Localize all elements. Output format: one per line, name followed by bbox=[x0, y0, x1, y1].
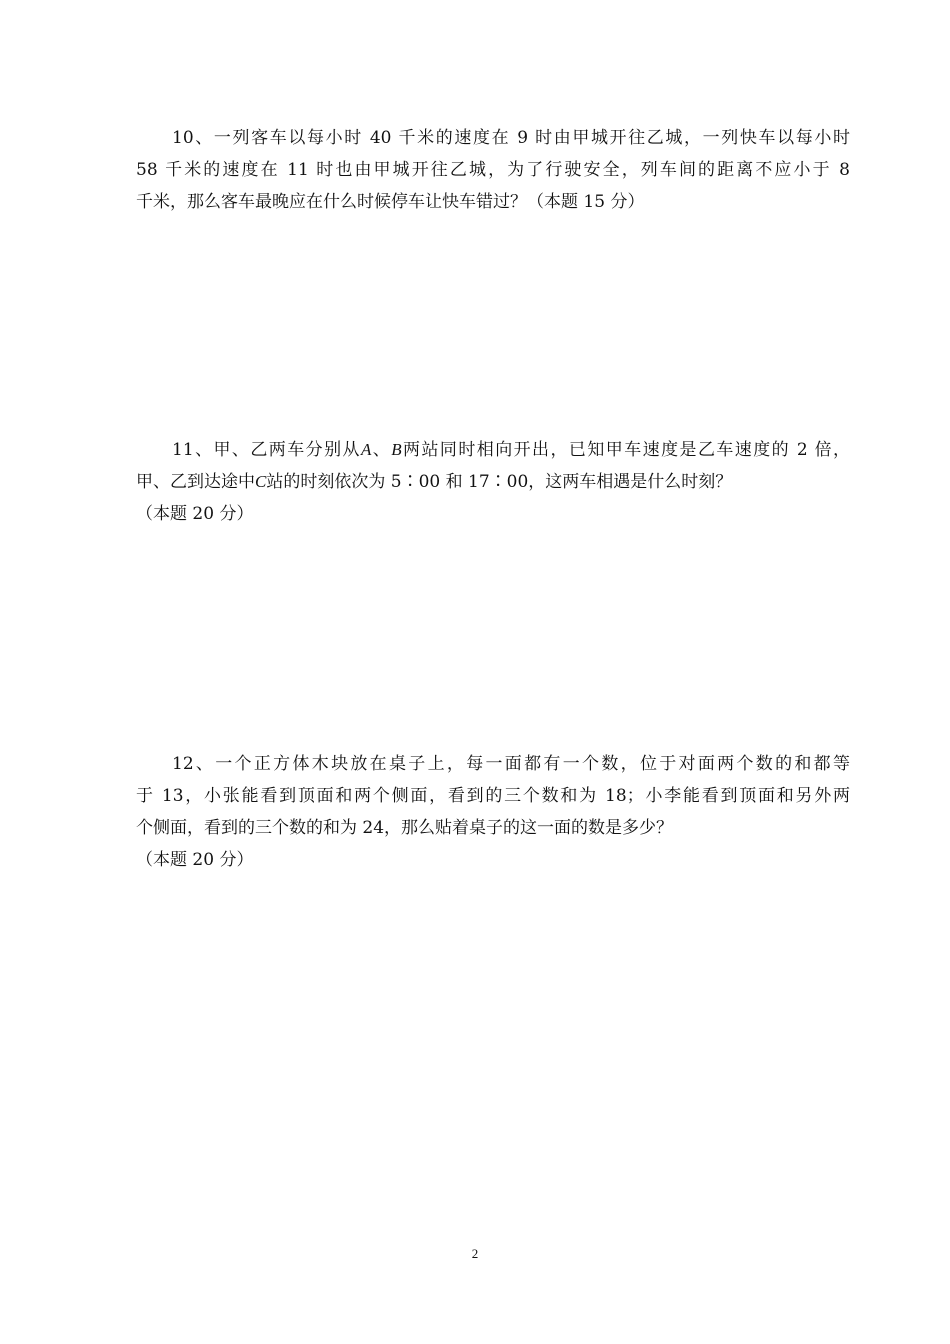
station-a-variable: A bbox=[360, 440, 372, 459]
problem-12-text bbox=[136, 748, 850, 876]
problem-11-line-1-prefix: 11、甲、乙两车分别从 bbox=[172, 440, 361, 460]
problem-11-line-1-suffix: 两站同时相向开出，已知甲车速度是乙车速度的 2 倍， bbox=[401, 440, 851, 460]
problem-12-line-3: 个侧面，看到的三个数的和为 24，那么贴着桌子的这一面的数是多少？ bbox=[136, 818, 674, 838]
problem-11-line-2-prefix: 甲、乙到达途中 bbox=[136, 472, 255, 492]
problem-10-line-3: 千米，那么客车最晚应在什么时候停车让快车错过？（本题 15 分） bbox=[136, 192, 645, 212]
problem-10-text bbox=[136, 122, 850, 218]
problem-12 bbox=[136, 748, 850, 876]
problem-11-line-1 bbox=[136, 434, 850, 466]
problem-10-line-2: 58 千米的速度在 11 时也由甲城开往乙城，为了行驶安全，列车间的距离不应小于 8 bbox=[136, 160, 850, 180]
station-separator: 、 bbox=[371, 440, 392, 460]
problem-11-line-2-suffix: 站的时刻依次为 5∶00 和 17∶00，这两车相遇是什么时刻？ bbox=[266, 472, 733, 492]
problem-11-text bbox=[136, 434, 850, 530]
problem-12-score: （本题 20 分） bbox=[136, 850, 254, 870]
station-c-variable: C bbox=[255, 472, 267, 491]
station-b-variable: B bbox=[391, 440, 402, 459]
problem-11-line-2 bbox=[136, 466, 850, 498]
page-number: 2 bbox=[471, 1246, 479, 1261]
problem-10-line-1: 10、一列客车以每小时 40 千米的速度在 9 时由甲城开往乙城，一列快车以每小时 bbox=[172, 128, 850, 148]
problem-11-score: （本题 20 分） bbox=[136, 504, 254, 524]
problem-12-line-2: 于 13，小张能看到顶面和两个侧面，看到的三个数和为 18；小李能看到顶面和另外两 bbox=[136, 786, 850, 806]
problem-11 bbox=[136, 434, 850, 530]
problem-12-line-1: 12、一个正方体木块放在桌子上，每一面都有一个数，位于对面两个数的和都等 bbox=[172, 754, 850, 774]
problem-10 bbox=[136, 122, 850, 218]
